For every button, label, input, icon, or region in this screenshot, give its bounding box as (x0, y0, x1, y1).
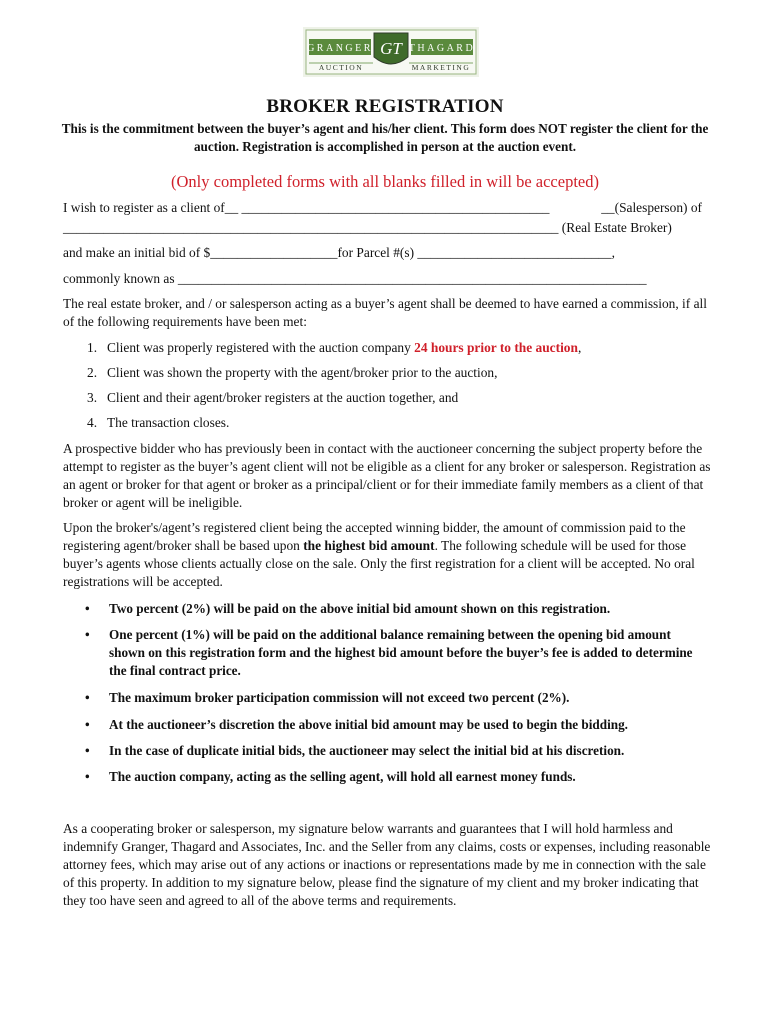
requirement-number: 2. (87, 365, 98, 380)
real-estate-broker-line[interactable]: __________________________________________________________________________ (Real Estate Broker) (63, 220, 672, 235)
requirement-number: 3. (87, 390, 98, 405)
granger-thagard-logo (303, 27, 479, 77)
bullet-text: In the case of duplicate initial bids, the auctioneer may select the initial bid at his discretion. (109, 743, 625, 758)
requirement-text: Client was shown the property with the agent/broker prior to the auction, (107, 365, 498, 380)
requirement-item (87, 340, 581, 356)
commission-schedule-paragraph (63, 519, 713, 591)
logo-bottom-left: AUCTION (318, 63, 364, 72)
logo-monogram: GT (380, 39, 402, 58)
page-title: BROKER REGISTRATION (266, 96, 504, 117)
bullet-text: The maximum broker participation commission will not exceed two percent (2%). (109, 690, 570, 705)
schedule-bullet (85, 689, 705, 707)
bullet-icon: • (85, 601, 90, 616)
logo-left-word: GRANGER (307, 43, 373, 54)
requirement-text: Client and their agent/broker registers at the auction together, and (107, 390, 459, 405)
schedule-bold: the highest bid amount (303, 538, 435, 553)
schedule-bullet (85, 600, 705, 618)
requirement-text: Client was properly registered with the auction company (107, 340, 415, 355)
bullet-icon: • (85, 627, 90, 642)
requirement-item (87, 365, 497, 381)
bullet-text: At the auctioneer’s discretion the above initial bid amount may be used to begin the bidding. (109, 717, 628, 732)
closing-paragraph: As a cooperating broker or salesperson, my signature below warrants and guarantees that I will hold harmless and indemnify Granger, Thagard and Associates, Inc. and the Seller from any claims, costs or expenses, including reasonable attorney fees, which may arise out of any actions or inactions or representations made by me in connection with the sale of this property. In addition to my signature below, please find the signature of my client and my broker indicating that they too have seen and agreed to all of the above terms and requirements. (63, 821, 711, 908)
bullet-icon: • (85, 690, 90, 705)
commonly-known-line[interactable]: commonly known as ______________________________________________________________________ (63, 271, 647, 286)
requirement-number: 1. (87, 340, 98, 355)
requirement-item (87, 390, 458, 406)
schedule-bullet (85, 768, 705, 786)
schedule-text: . The following schedule will be used for those buyer’s agents whose clients actually close on the sale. Only the first registration for a client will be accepted. No oral registrations will be accepted. (63, 538, 695, 589)
client-of-line[interactable]: I wish to register as a client of__ ______________________________________________ (63, 200, 550, 215)
commission-intro: The real estate broker, and / or salesperson acting as a buyer’s agent shall be deemed to have earned a commission, if all of the following requirements have been met: (63, 296, 707, 329)
schedule-bullet (85, 716, 705, 734)
schedule-bullet (85, 626, 705, 680)
bullet-text: Two percent (2%) will be paid on the above initial bid amount shown on this registration. (109, 601, 611, 616)
schedule-bullet (85, 742, 705, 760)
completion-notice: (Only completed forms with all blanks filled in will be accepted) (171, 172, 599, 191)
requirement-highlight: 24 hours prior to the auction (414, 340, 578, 355)
requirement-text: The transaction closes. (107, 415, 230, 430)
schedule-text: Upon the broker's/agent’s registered client being the accepted winning bidder, the amount of commission paid to the registering agent/broker shall be based upon (63, 520, 686, 553)
logo-bottom-right: MARKETING (411, 63, 471, 72)
logo-right-word: THAGARD (408, 43, 476, 54)
bullet-text: The auction company, acting as the selling agent, will hold all earnest money funds. (109, 769, 576, 784)
prospective-bidder-paragraph: A prospective bidder who has previously been in contact with the auctioneer concerning the subject property before the attempt to register as the buyer’s agent client will not be eligible as a client for any broker or salesperson. Registration as an agent or broker for that agent or broker as a principal/client or for their immediate family members as a client of that broker or agent will be ineligible. (63, 441, 711, 510)
bullet-text: One percent (1%) will be paid on the additional balance remaining between the opening bid amount shown on this registration form and the highest bid amount before the buyer’s fee is added to determine the final contract price. (109, 627, 693, 678)
bullet-icon: • (85, 769, 90, 784)
initial-bid-line[interactable]: and make an initial bid of $___________________for Parcel #(s) _____________________________, (63, 245, 615, 260)
bullet-icon: • (85, 743, 90, 758)
salesperson-label: __(Salesperson) of (601, 200, 702, 215)
requirement-number: 4. (87, 415, 98, 430)
intro-statement: This is the commitment between the buyer’s agent and his/her client. This form does NOT register the client for the auction. Registration is accomplished in person at the auction event. (61, 121, 709, 154)
bullet-icon: • (85, 717, 90, 732)
requirement-tail: , (577, 340, 582, 355)
requirement-item (87, 415, 229, 431)
